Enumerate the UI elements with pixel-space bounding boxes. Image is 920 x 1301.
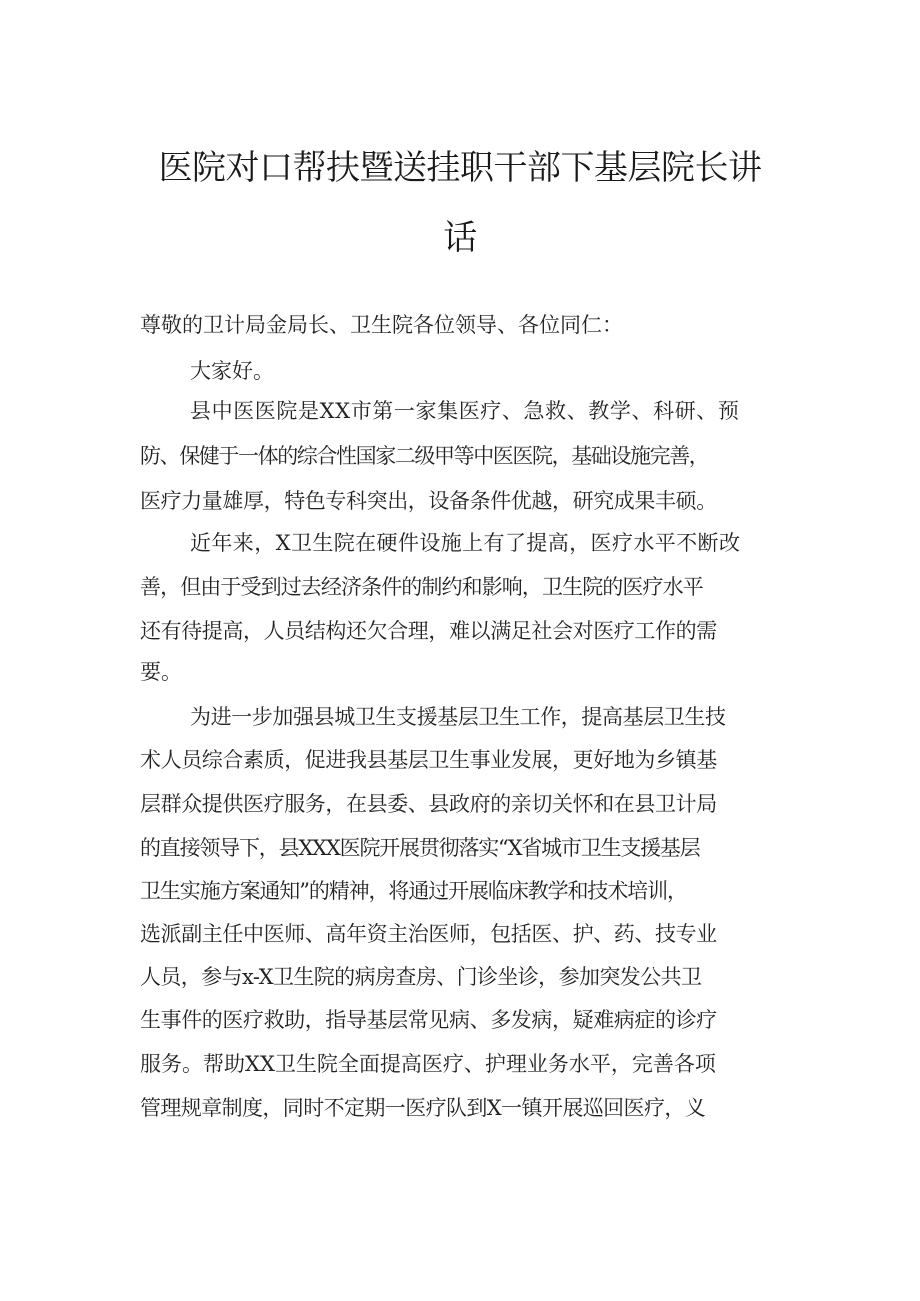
body-line: 还有待提高，人员结构还欠合理，难以满足社会对医疗工作的需	[140, 619, 717, 643]
body-line: 服务。帮助XX卫生院全面提高医疗、护理业务水平，完善各项	[140, 1052, 716, 1076]
body-line: 医疗力量雄厚，特色专科突出，设备条件优越，研究成果丰硕。	[140, 489, 717, 513]
body-line: 善，但由于受到过去经济条件的制约和影响，卫生院的医疗水平	[140, 575, 703, 599]
body-line: 人员，参与x-X卫生院的病房查房、门诊坐诊，参加突发公共卫	[140, 965, 702, 989]
body-line: 管理规章制度，同时不定期一医疗队到X一镇开展巡回医疗，义	[140, 1096, 706, 1120]
body-line: 防、保健于一体的综合性国家二级甲等中医医院，基础设施完善，	[140, 444, 709, 468]
body-line: 近年来，X卫生院在硬件设施上有了提高，医疗水平不断改	[190, 531, 741, 555]
body-line: 选派副主任中医师、高年资主治医师，包括医、护、药、技专业	[140, 922, 717, 946]
body-line: 县中医医院是XX市第一家集医疗、急救、教学、科研、预	[190, 399, 740, 423]
salutation: 尊敬的卫计局金局长、卫生院各位领导、各位同仁：	[140, 313, 623, 337]
body-line: 生事件的医疗救助，指导基层常见病、多发病，疑难病症的诊疗	[140, 1008, 717, 1032]
body-line: 层群众提供医疗服务，在县委、县政府的亲切关怀和在县卫计局	[140, 792, 717, 816]
body-line: 术人员综合素质，促进我县基层卫生事业发展，更好地为乡镇基	[140, 748, 717, 772]
document-title-line-2: 话	[443, 218, 477, 258]
body-line: 为进一步加强县城卫生支援基层卫生工作，提高基层卫生技	[190, 705, 726, 729]
body-line: 卫生实施方案通知”的精神，将通过开展临床教学和技术培训，	[140, 879, 687, 903]
greeting: 大家好。	[190, 359, 274, 383]
body-line: 要。	[140, 660, 182, 684]
document-title-line-1: 医院对口帮扶暨送挂职干部下基层院长讲	[158, 148, 762, 188]
body-line: 的直接领导下，县XXX医院开展贯彻落实“X省城市卫生支援基层	[140, 836, 700, 860]
